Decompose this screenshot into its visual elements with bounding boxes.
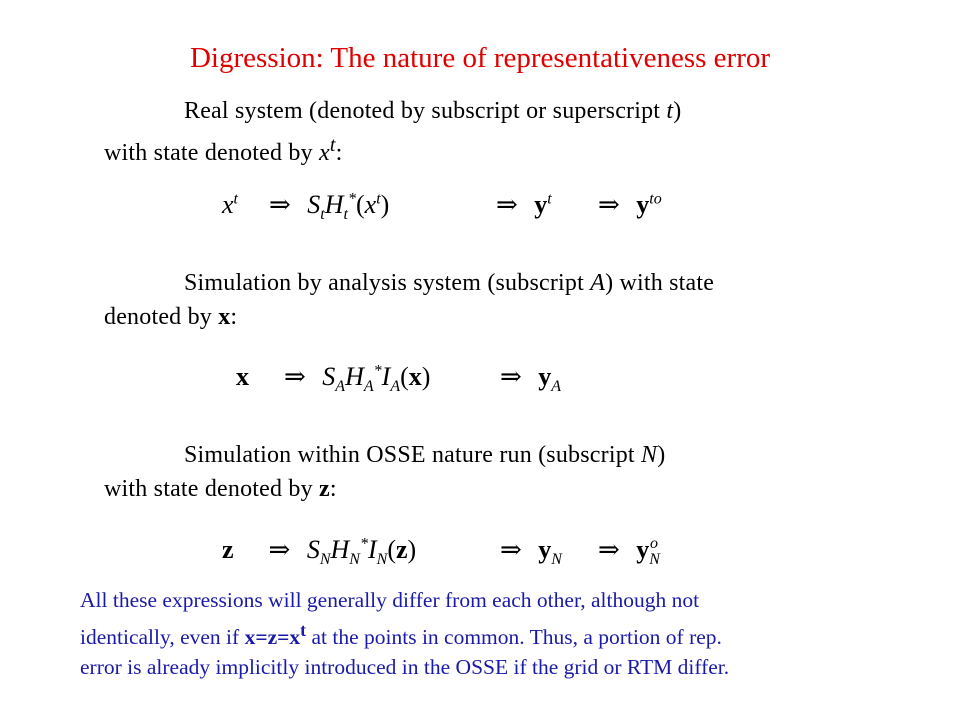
eq2-arrow-1: ⇒ [284,362,306,391]
eq3-obs [598,535,658,569]
analysis-paragraph [104,266,824,334]
eq1-term-3: $y^{to}$ [636,190,662,219]
eq2-term-2: $y_A$ [538,362,562,396]
analysis-equation [236,362,430,396]
eq3-term-3: $y_N^o$ [636,535,660,569]
eq3-lhs: z [222,535,234,564]
osse-line-1: Simulation within OSSE nature run (subscript N) [184,442,666,468]
real-system-line-2: with state denoted by $x^t$: [104,134,343,166]
eq3-term-2: $y_N$ [538,535,562,569]
eq2-output [500,362,561,396]
eq1-obs [598,190,662,220]
eq3-arrow-1: ⇒ [268,535,291,564]
real-system-line-1: Real system (denoted by subscript or superscript t) [184,98,682,124]
note-line-3: error is already implicitly introduced in the OSSE if the grid or RTM differ. [80,655,730,680]
slide-title: Digression: The nature of representativeness error [189,42,771,74]
eq2-lhs: x [236,362,249,391]
eq1-arrow-1: ⇒ [269,190,291,219]
eq2-arrow-2: ⇒ [500,362,522,391]
note-line-1: All these expressions will generally differ from each other, although not [80,588,700,612]
note-line-2: identically, even if $x=z=x^t$ at the points in common. Thus, a portion of rep. [80,620,722,650]
analysis-line-1: Simulation by analysis system (subscript A) with state [184,270,715,296]
osse-line-2: with state denoted by z: [104,476,337,502]
eq1-lhs: $x^t$ [222,190,238,219]
eq3-output [500,535,562,569]
eq1-term-2: $y^t$ [534,190,552,219]
eq2-term-1: $S_AH_A^*I_A(x)$ [322,362,431,396]
summary-note [80,585,900,682]
real-system-paragraph [104,94,824,170]
eq3-arrow-2: ⇒ [500,535,522,564]
osse-equation [222,535,416,569]
analysis-line-2: denoted by x: [104,304,238,330]
osse-paragraph [104,438,824,506]
eq3-arrow-3: ⇒ [598,535,620,564]
eq1-arrow-3: ⇒ [598,190,620,219]
eq1-output [496,190,552,220]
eq3-term-1: $S_NH_N^*I_N(z)$ [306,535,417,569]
eq1-arrow-2: ⇒ [496,190,518,219]
eq1-term-1: $S_tH_t^*(x^t)$ [307,190,390,224]
real-system-equation [222,190,389,224]
